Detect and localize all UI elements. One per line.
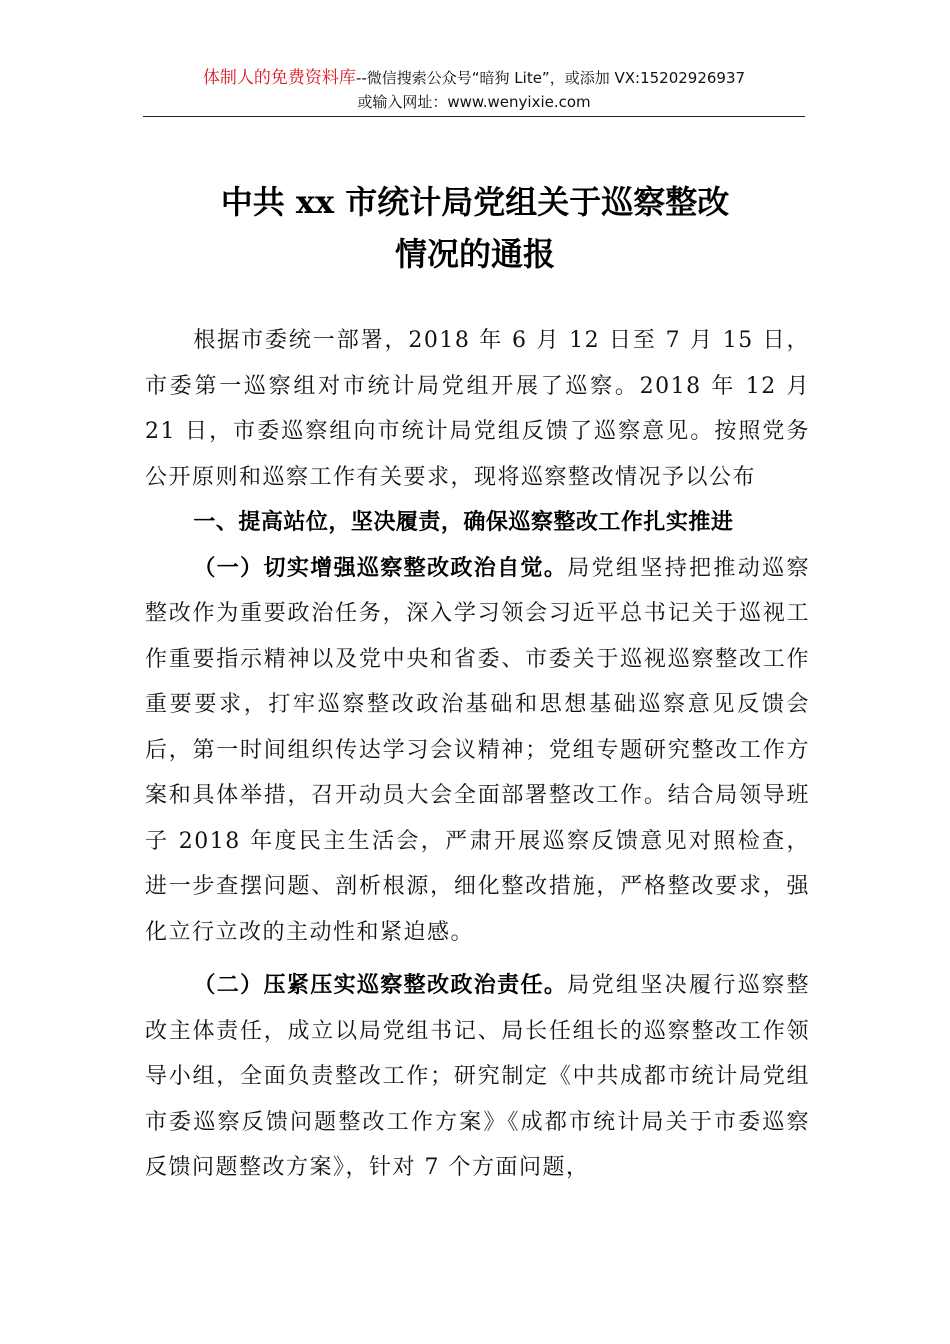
header-divider [143, 116, 805, 117]
header-site: 或输入网址：www.wenyixie.com [357, 93, 591, 111]
intro-paragraph: 根据市委统一部署，2018 年 6 月 12 日至 7 月 15 日，市委第一巡察组对市统计局党组开展了巡察。2018 年 12 月 21 日，市委巡察组向市统计局党组反馈了巡察意见。按照党务公开原则和巡察工作有关要求，现将巡察整改情况予以公布 [145, 328, 810, 490]
item-2-text: 局党组坚决履行巡察整改主体责任，成立以局党组书记、局长任组长的巡察整改工作领导小组，全面负责整改工作；研究制定《中共成都市统计局党组市委巡察反馈问题整改工作方案》《成都市统计局关于市委巡察反馈问题整改方案》，针对 7 个方面问题， [145, 973, 810, 1180]
page-header [143, 66, 805, 114]
document-body [145, 318, 810, 1191]
header-line-1 [143, 66, 805, 90]
section-1-item-2 [145, 963, 810, 1191]
title-line-1: 中共 xx 市统计局党组关于巡察整改 [220, 183, 730, 221]
section-1-item-1 [145, 546, 810, 956]
item-2-heading: （二）压紧压实巡察整改政治责任。 [193, 973, 568, 998]
item-1-heading: （一）切实增强巡察整改政治自觉。 [193, 555, 568, 581]
document-title [100, 176, 850, 280]
title-line-2: 情况的通报 [394, 235, 555, 273]
header-brand: 体制人的免费资料库 [202, 68, 356, 88]
header-promo: --微信搜索公众号“暗狗 Lite”，或添加 VX:15202926937 [355, 69, 746, 87]
section-1-heading: 一、提高站位，坚决履责，确保巡察整改工作扎实推进 [193, 510, 734, 535]
item-1-text: 局党组坚持把推动巡察整改作为重要政治任务，深入学习领会习近平总书记关于巡视工作重要指示精神以及党中央和省委、市委关于巡视巡察整改工作重要要求，打牢巡察整改政治基础和思想基础巡察意见反馈会后，第一时间组织传达学习会议精神；党组专题研究整改工作方案和具体举措，召开动员大会全面部署整改工作。结合局领导班子 2018 年度民主生活会，严肃开展巡察反馈意见对照检查，进一步查摆问题、剖析根源，细化整改措施，严格整改要求，强化立行立改的主动性和紧迫感。 [145, 555, 810, 945]
